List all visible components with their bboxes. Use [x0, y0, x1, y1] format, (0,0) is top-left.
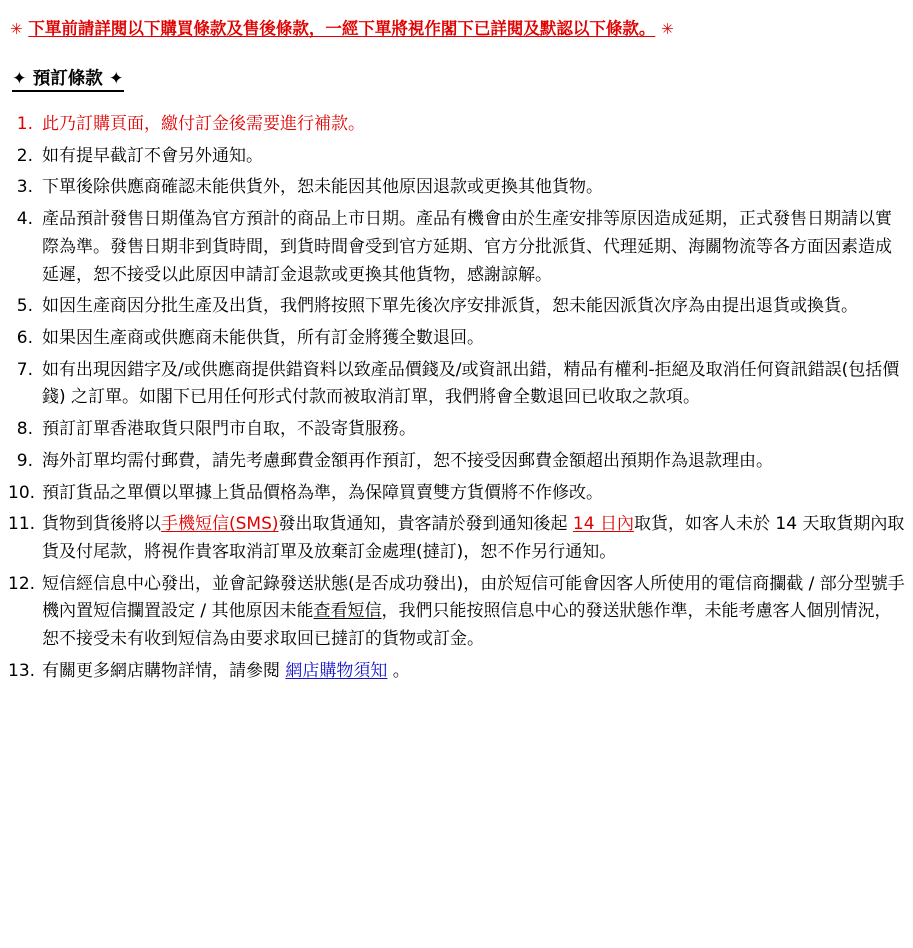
section-heading-title: 預訂條款 [32, 68, 103, 89]
warning-banner [8, 10, 905, 45]
term-item [8, 511, 905, 566]
term-text: 預訂訂單香港取貨只限門市自取，不設寄貨服務。 [42, 419, 416, 440]
term-number: 1. [16, 114, 33, 135]
term-item [8, 480, 905, 508]
term-number: 2. [16, 145, 33, 166]
term-text: 下單後除供應商確認未能供貨外，恕未能因其他原因退款或更換其他貨物。 [42, 177, 603, 198]
term-text-run: 短信經信息中心發出，並會記錄發送狀態(是否成功發出)，由於短信可能會因客人所使用的電信商攔截 / 部分型號手機內置短信攔置設定 / 其他原因未能 [42, 573, 905, 622]
term-text: 預訂貨品之單價以單據上貨品價格為準，為保障買賣雙方貨價將不作修改。 [42, 482, 603, 503]
term-number: 4. [16, 209, 33, 230]
term-number: 10. [8, 482, 36, 503]
term-text-run: 貨物到貨後將以 [42, 514, 161, 535]
term-item [8, 357, 905, 412]
diamond-icon-right: ✦ [108, 68, 124, 89]
term-number: 8. [16, 419, 33, 440]
term-text: 如有出現因錯字及/或供應商提供錯資料以致產品價錢及/或資訊出錯，精品有權利-拒絕及取消任何資訊錯誤(包括價錢) 之訂單。如閣下已用任何形式付款而被取消訂單，我們將會全數退回已收取之款項。 [42, 359, 900, 408]
term-text: 產品預計發售日期僅為官方預計的商品上市日期。產品有機會由於生產安排等原因造成延期，正式發售日期請以實際為準。發售日期非到貨時間，到貨時間會受到官方延期、官方分批派貨、代理延期、海關物流等各方面因素造成延遲，恕不接受以此原因申請訂金退款或更換其他貨物，感謝諒解。 [42, 209, 892, 285]
term-text-run: ，我們只能按照信息中心的發送狀態作準，未能考慮客人個別情況，恕不接受未有收到短信為由要求取回已撻訂的貨物或訂金。 [42, 601, 892, 650]
term-item [8, 143, 905, 171]
term-number: 9. [16, 450, 33, 471]
term-text: 此乃訂購頁面，繳付訂金後需要進行補款。 [42, 114, 365, 135]
term-item [8, 658, 905, 686]
term-item [8, 325, 905, 353]
term-number: 12. [8, 573, 36, 594]
term-number: 6. [16, 327, 33, 348]
term-item [8, 206, 905, 289]
term-number: 13. [8, 660, 36, 681]
term-number: 7. [16, 359, 33, 380]
term-item [8, 448, 905, 476]
term-text [42, 571, 905, 654]
term-text: 如因生產商因分批生產及出貨，我們將按照下單先後次序安排派貨，恕未能因派貨次序為由提出退貨或換貨。 [42, 296, 858, 317]
term-text-run: 有關更多網店購物詳情，請參閱 [42, 660, 286, 681]
term-item [8, 111, 905, 139]
term-text: 如果因生產商或供應商未能供貨，所有訂金將獲全數退回。 [42, 327, 484, 348]
section-heading [12, 65, 124, 93]
shop-guide-link[interactable]: 網店購物須知 [285, 660, 388, 681]
star-icon-left: ✳ [10, 20, 23, 38]
emphasis-underline-red: 14 日內 [572, 514, 634, 535]
term-item [8, 416, 905, 444]
diamond-icon-left: ✦ [12, 68, 27, 89]
emphasis-underline-red: 手機短信(SMS) [161, 514, 279, 535]
term-text [42, 511, 905, 566]
term-item [8, 174, 905, 202]
term-text: 海外訂單均需付郵費，請先考慮郵費金額再作預訂，恕不接受因郵費金額超出預期作為退款理由。 [42, 450, 773, 471]
star-icon-right: ✳ [661, 20, 674, 38]
term-number: 3. [16, 177, 33, 198]
term-text-run: 取貨，如客人未於 14 天取貨期內取貨及付尾款，將視作貴客取消訂單及放棄訂金處理(撻訂)，恕不作另行通知。 [42, 514, 905, 562]
term-item [8, 571, 905, 654]
term-item [8, 293, 905, 321]
term-text: 如有提早截訂不會另外通知。 [42, 145, 263, 166]
term-text-run: 發出取貨通知，貴客請於發到通知後起 [278, 514, 573, 535]
term-text [42, 658, 905, 686]
terms-list [8, 111, 905, 685]
emphasis-underline: 查看短信 [313, 601, 382, 622]
warning-banner-text: 下單前請詳閱以下購買條款及售後條款，一經下單將視作閣下已詳閱及默認以下條款。 [28, 19, 656, 38]
term-text-run: 。 [387, 660, 410, 681]
term-number: 11. [8, 514, 36, 535]
term-number: 5. [16, 296, 33, 317]
